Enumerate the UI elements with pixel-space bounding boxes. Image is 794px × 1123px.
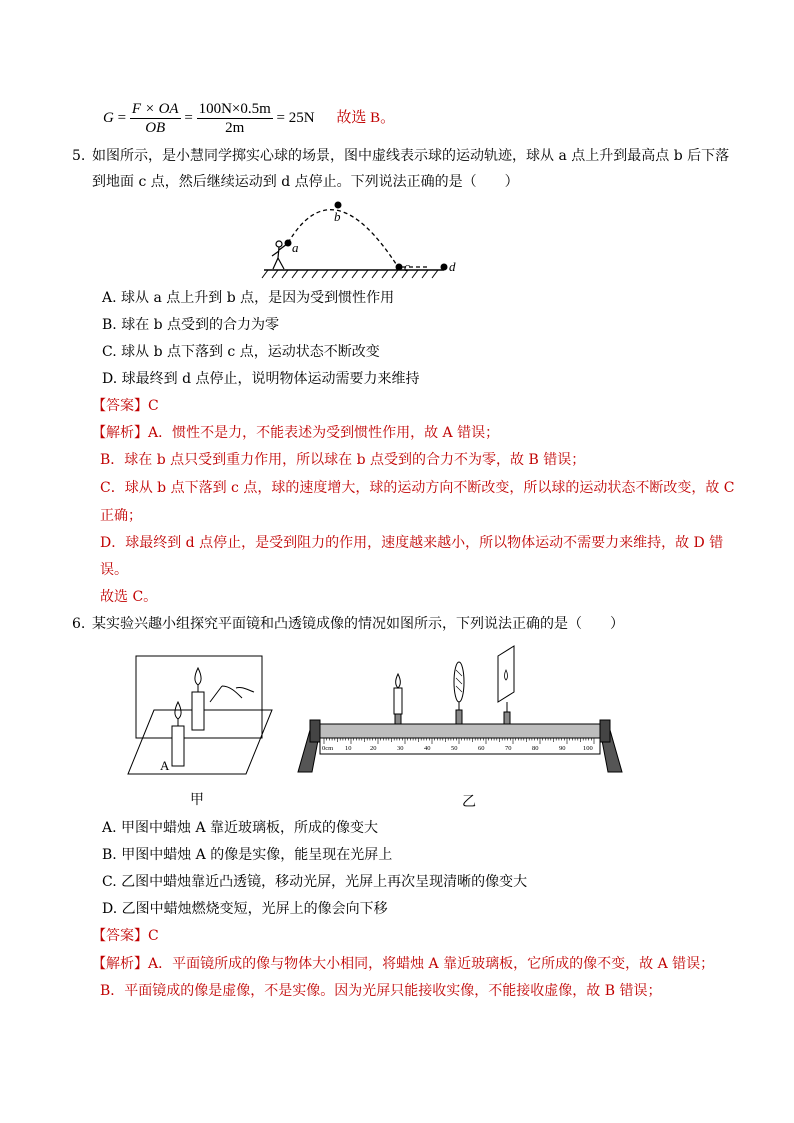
- q6-option-a: A. 甲图中蜡烛 A 靠近玻璃板，所成的像变大: [102, 820, 379, 836]
- point-a: [285, 240, 292, 247]
- q6-option-d: D. 乙图中蜡烛燃烧变短，光屏上的像会向下移: [102, 901, 388, 917]
- bench-light-screen: [498, 646, 514, 724]
- tick-label-20: 20: [370, 745, 377, 752]
- label-a: a: [292, 240, 299, 255]
- tick-label-100: 100: [583, 745, 593, 752]
- tick-label-40: 40: [424, 745, 431, 752]
- q6-analysis-line-1: 【解析】A．平面镜所成的像与物体大小相同，将蜡烛 A 靠近玻璃板，它所成的像不变，故 A 错误；: [92, 956, 715, 972]
- q5-trajectory-figure: [258, 196, 468, 284]
- formula-fraction-2: [197, 100, 273, 137]
- q5-stem-line-2: 到地面 c 点，然后继续运动到 d 点停止。下列说法正确的是（ ）: [92, 174, 519, 190]
- formula-fraction-2-denominator: 2m: [225, 120, 245, 137]
- candle-a-label: A: [160, 758, 170, 773]
- formula-fraction-1: [130, 100, 181, 137]
- q5-analysis-line-4: 正确；: [100, 508, 142, 524]
- image-candle-flame: [195, 668, 201, 685]
- caption-yi: 乙: [462, 794, 476, 810]
- point-b: [335, 202, 342, 209]
- point-d: [441, 264, 448, 271]
- tick-label-90: 90: [559, 745, 566, 752]
- q5-option-d: D. 球最终到 d 点停止，说明物体运动需要力来维持: [102, 371, 420, 387]
- q6-number: 6.: [72, 616, 86, 632]
- q6-figure-jia: [126, 652, 286, 782]
- caption-jia: 甲: [190, 792, 204, 808]
- q6-stem-line-1: 某实验兴趣小组探究平面镜和凸透镜成像的情况如图所示，下列说法正确的是（ ）: [92, 616, 624, 632]
- formula-fraction-1-numerator: F × OA: [131, 101, 179, 118]
- label-d: d: [449, 259, 456, 274]
- formula-line: G = $\frac{F \times OA}{OB}$ = $\frac{100N\times 0.5m}{2m}$ = 25N 故选 B。: [103, 101, 396, 137]
- q5-option-b: B. 球在 b 点受到的合力为零: [102, 317, 280, 333]
- ground-hatching: [262, 270, 438, 278]
- tick-label-60: 60: [478, 745, 485, 752]
- formula-fraction-2-numerator: 100N×0.5m: [198, 101, 271, 118]
- trajectory-path: [288, 210, 398, 267]
- tick-label-80: 80: [532, 745, 539, 752]
- q5-analysis-line-3: C．球从 b 点下落到 c 点，球的速度增大，球的运动方向不断改变，所以球的运动状态不断改变，故 C: [100, 480, 735, 496]
- candle-a: [172, 726, 184, 766]
- q5-analysis-line-6: 误。: [100, 562, 128, 578]
- formula-lhs: G: [103, 110, 114, 126]
- q6-option-c: C. 乙图中蜡烛靠近凸透镜，移动光屏，光屏上再次呈现清晰的像变大: [102, 874, 528, 890]
- q5-answer: 【答案】C: [92, 398, 159, 414]
- label-c: c: [404, 259, 410, 274]
- q6-analysis-line-2: B．平面镜成的像是虚像，不是实像。因为光屏只能接收实像，不能接收虚像，故 B 错误；: [100, 983, 662, 999]
- formula-result: = 25N: [276, 110, 315, 126]
- tick-label-10: 10: [345, 745, 352, 752]
- tick-label-0: 0cm: [322, 745, 334, 752]
- label-b: b: [334, 209, 341, 224]
- thrower-figure: [272, 241, 287, 269]
- q5-analysis-line-7: 故选 C。: [100, 589, 158, 605]
- q5-analysis-line-2: B．球在 b 点只受到重力作用，所以球在 b 点受到的合力不为零，故 B 错误；: [100, 452, 586, 468]
- point-c: [396, 264, 403, 271]
- image-candle: [192, 692, 204, 730]
- q5-option-c: C. 球从 b 点下落到 c 点，运动状态不断改变: [102, 344, 380, 360]
- tick-label-70: 70: [505, 745, 512, 752]
- bench-candle: [394, 674, 402, 724]
- q5-analysis-line-1: 【解析】A．惯性不是力，不能表述为受到惯性作用，故 A 错误；: [92, 425, 500, 441]
- formula-conclusion: 故选 B。: [336, 110, 396, 126]
- q6-answer: 【答案】C: [92, 928, 159, 944]
- formula-fraction-1-denominator: OB: [145, 120, 166, 137]
- q5-analysis-line-5: D．球最终到 d 点停止，是受到阻力的作用，速度越来越小，所以物体运动不需要力来维持，故 D 错: [100, 535, 724, 551]
- hand-with-pen: [210, 686, 254, 702]
- bench-left-cap: [310, 720, 320, 742]
- tick-label-50: 50: [451, 745, 458, 752]
- q6-figure-yi: [296, 640, 626, 780]
- bench-rail: [320, 724, 600, 738]
- tick-label-30: 30: [397, 745, 404, 752]
- bench-right-cap: [600, 720, 610, 742]
- q6-option-b: B. 甲图中蜡烛 A 的像是实像，能呈现在光屏上: [102, 847, 393, 863]
- q5-stem-line-1: 如图所示，是小慧同学掷实心球的场景，图中虚线表示球的运动轨迹，球从 a 点上升到最高点 b 后下落: [92, 148, 730, 164]
- bench-convex-lens: [454, 662, 464, 724]
- q5-option-a: A. 球从 a 点上升到 b 点，是因为受到惯性作用: [102, 290, 395, 306]
- q5-number: 5.: [72, 148, 86, 164]
